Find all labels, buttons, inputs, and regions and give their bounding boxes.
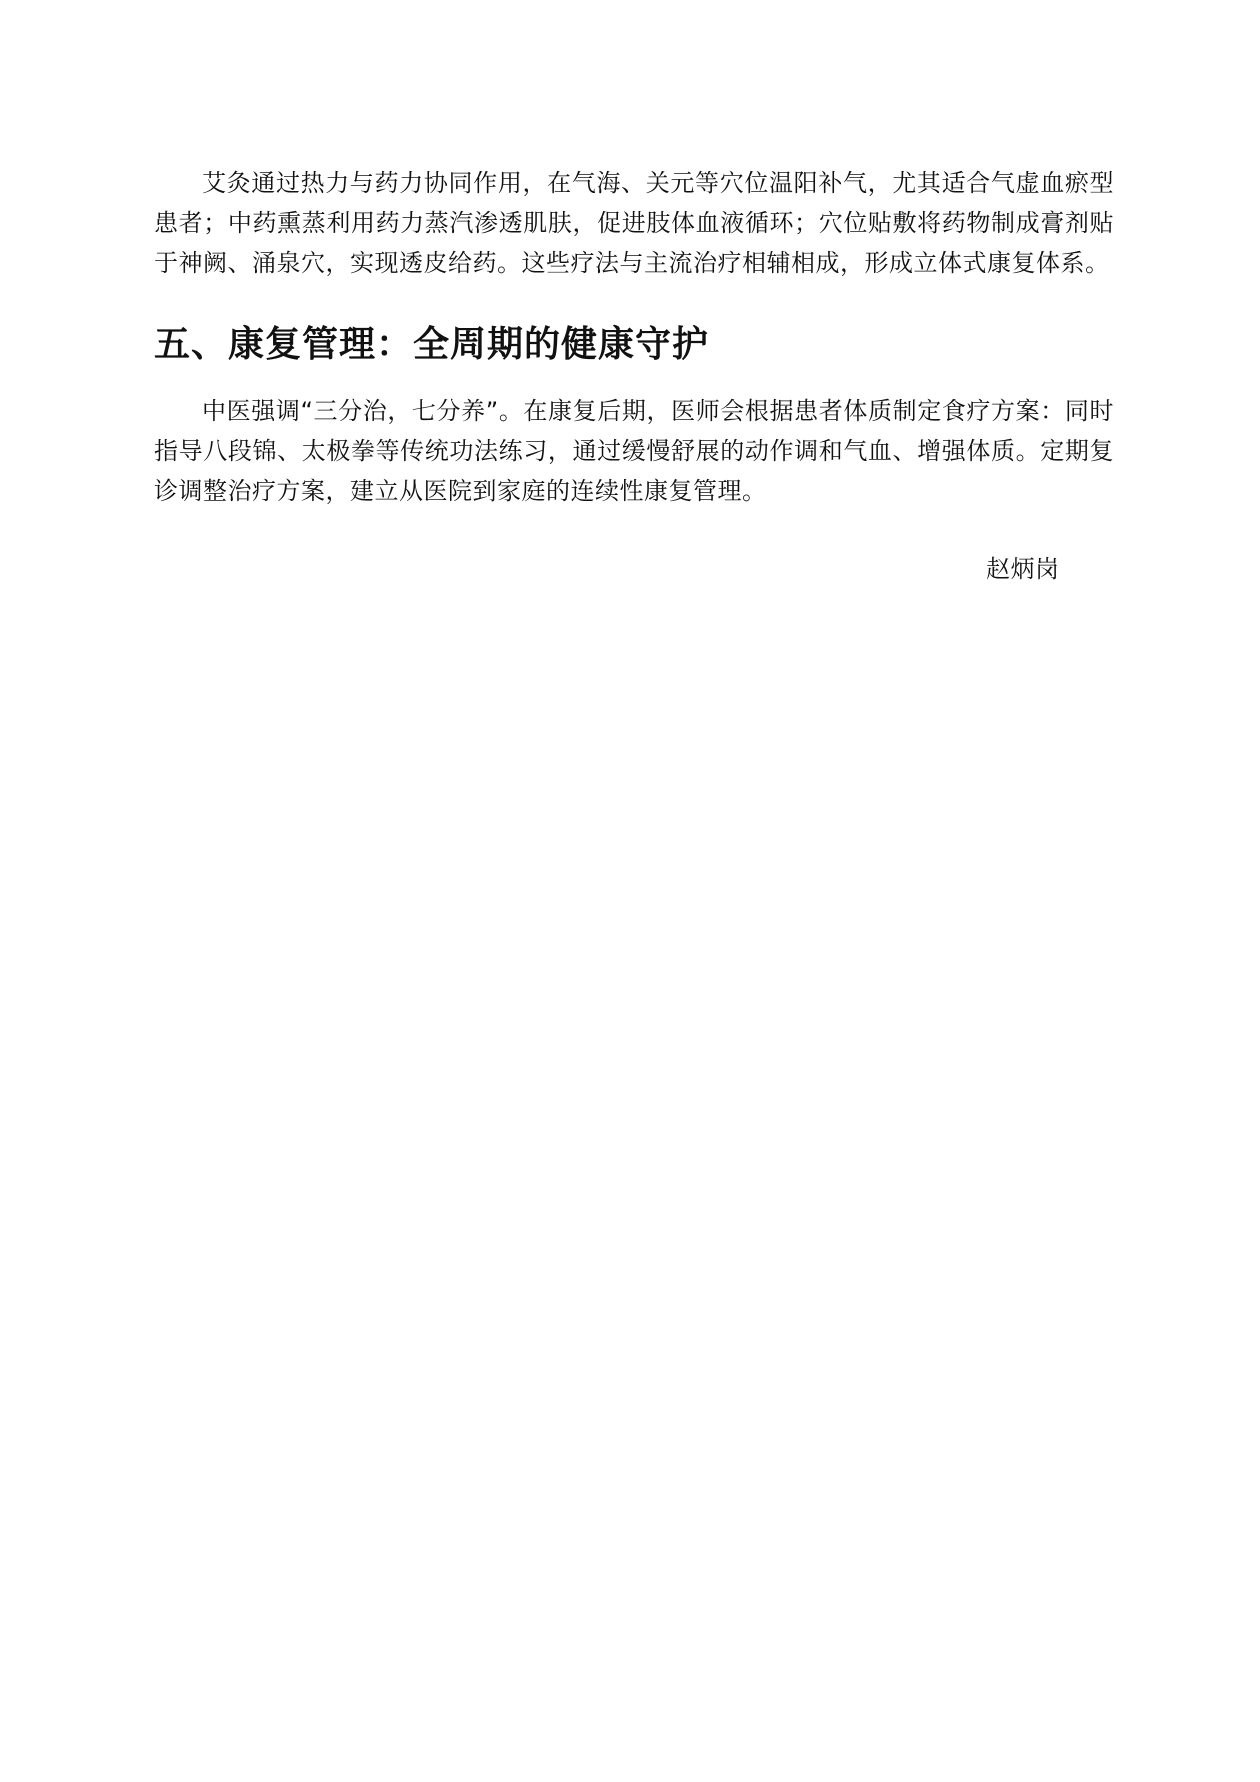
paragraph-moxibustion: 艾灸通过热力与药力协同作用，在气海、关元等穴位温阳补气，尤其适合气虚血瘀型患者；中药熏蒸利用药力蒸汽渗透肌肤，促进肢体血液循环；穴位贴敷将药物制成膏剂贴于神阙、涌泉穴，实现透皮给药。这些疗法与主流治疗相辅相成，形成立体式康复体系。	[154, 169, 1114, 277]
section-heading-rehabilitation: 五、康复管理：全周期的健康守护	[154, 324, 710, 365]
paragraph-rehabilitation: 中医强调“三分治，七分养”。在康复后期，医师会根据患者体质制定食疗方案：同时指导八段锦、太极拳等传统功法练习，通过缓慢舒展的动作调和气血、增强体质。定期复诊调整治疗方案，建立从医院到家庭的连续性康复管理。	[154, 397, 1114, 505]
author-signature: 赵炳岗	[986, 555, 1060, 583]
document-body	[154, 163, 1114, 511]
